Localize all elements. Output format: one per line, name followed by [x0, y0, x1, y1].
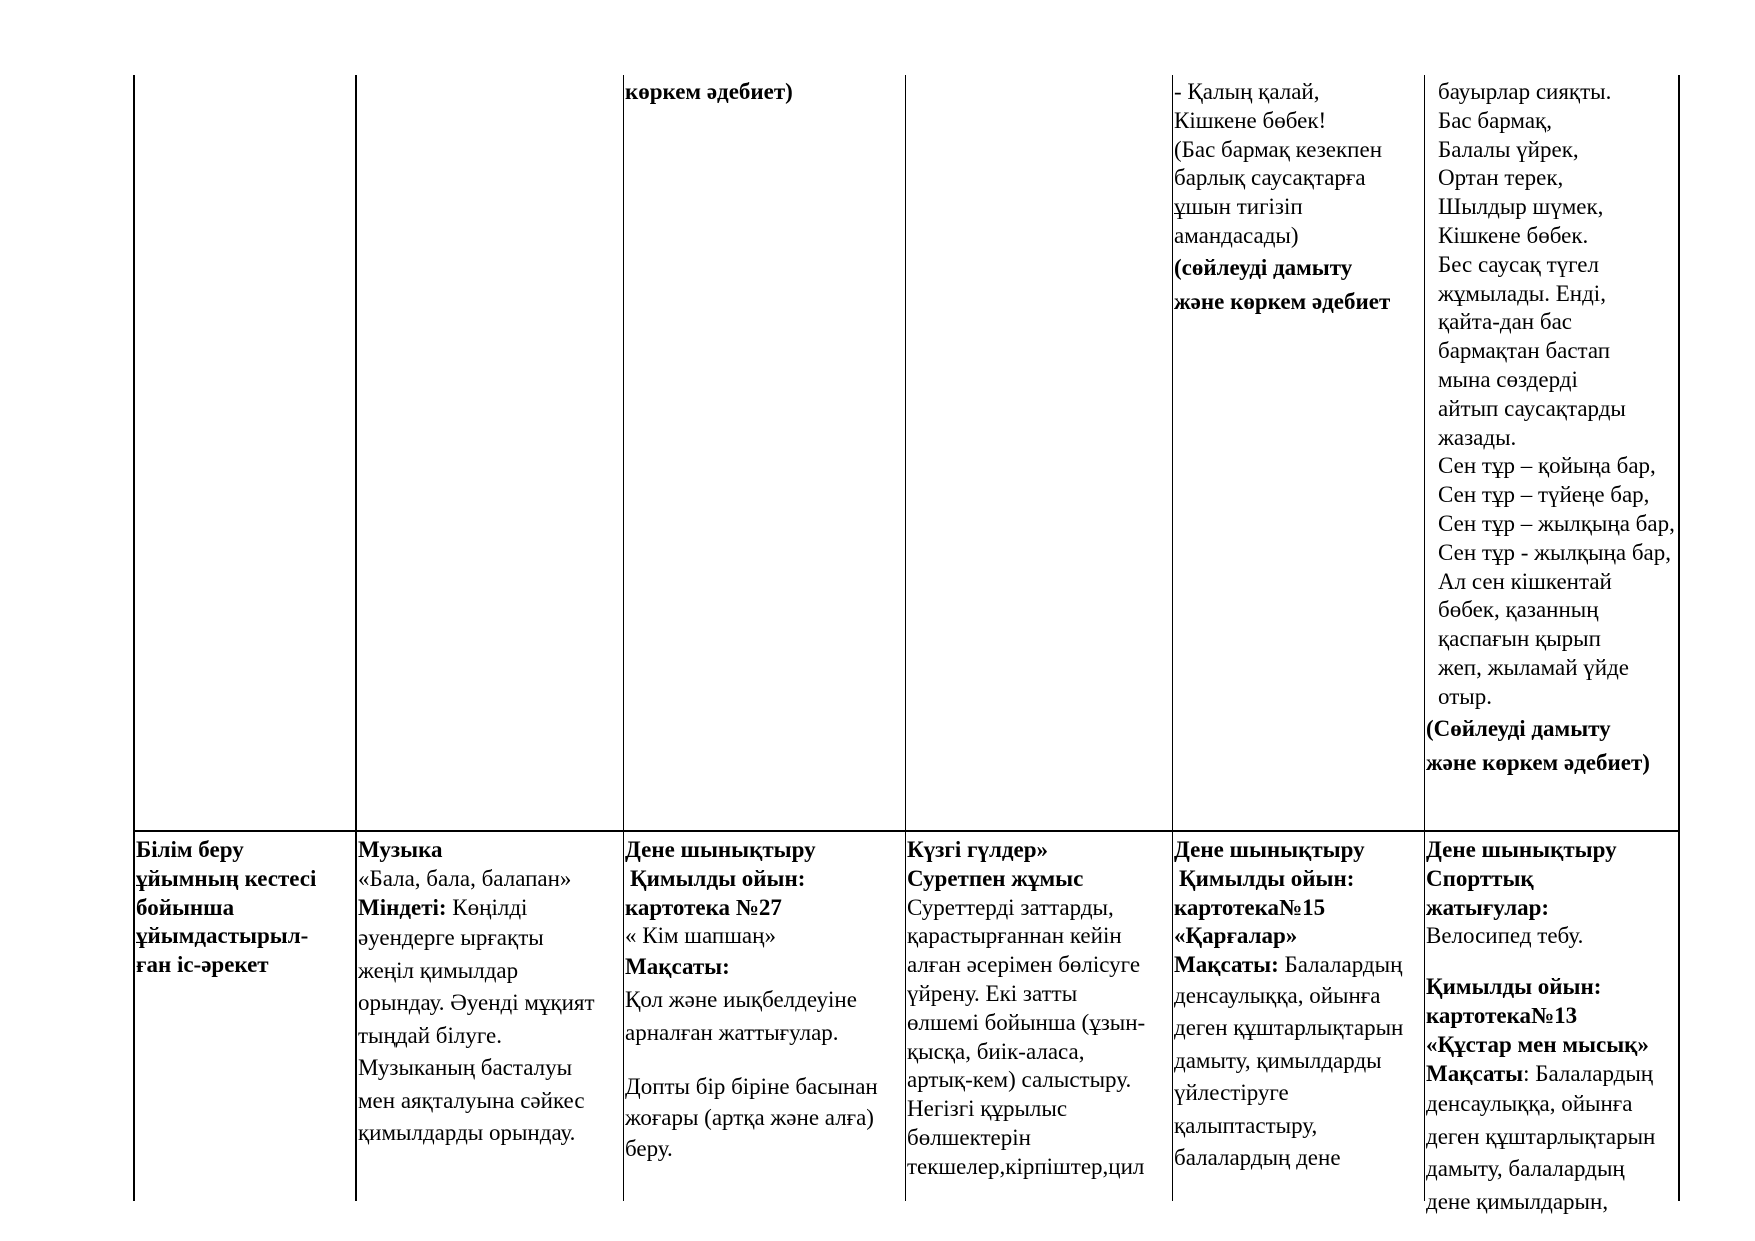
goal-line: денсаулыққа, ойынға — [1174, 982, 1381, 1008]
pe-title: Дене шынықтыру — [625, 837, 816, 862]
game-label: Қимылды ойын: — [1426, 974, 1602, 1000]
game-name: «Қарғалар» — [1174, 923, 1298, 949]
activity-label-line: ұйымдастырыл- — [136, 923, 309, 949]
lower-cell-col1 — [136, 836, 316, 980]
column-divider-1 — [355, 75, 357, 1201]
drawing-line: алған әсерімен бөлісуге — [907, 952, 1141, 978]
goal-line: балалардың дене — [1174, 1145, 1341, 1171]
upper-col6-line: отыр. — [1438, 683, 1492, 709]
task-line: әуендерге ырғақты — [358, 925, 544, 951]
upper-col3-line: көркем әдебиет) — [625, 79, 793, 104]
music-title: Музыка — [358, 837, 443, 862]
drawing-line: текшелер,кірпіштер,цил — [907, 1153, 1145, 1179]
card-number: картотека№15 — [1174, 894, 1326, 920]
drawing-line: өлшемі бойынша (ұзын- — [907, 1009, 1146, 1035]
task-line: қимылдарды орындау. — [358, 1120, 576, 1146]
upper-cell-col5 — [1174, 78, 1390, 319]
upper-col6-line: мына сөздерді — [1438, 366, 1578, 392]
upper-col5-line: амандасады) — [1174, 222, 1299, 248]
column-divider-5 — [1424, 75, 1425, 1201]
task-label: Міндеті: — [358, 894, 447, 920]
upper-col5-line: (Бас бармақ кезекпен — [1174, 136, 1383, 162]
task-line: тыңдай білуге. — [358, 1022, 502, 1048]
upper-col6-line: Сен тұр – қойыңа бар, — [1438, 453, 1656, 479]
upper-col6-line: Бас бармақ, — [1438, 107, 1552, 133]
goal-line: деген құштарлықтарын — [1426, 1123, 1656, 1149]
upper-col6-line: Кішкене бөбек. — [1438, 222, 1589, 248]
drawing-line: үйрену. Екі затты — [907, 980, 1078, 1006]
activity-label-line: ұйымның кестесі — [136, 865, 317, 891]
upper-cell-col3 — [625, 78, 793, 107]
goal-line: жоғары (артқа және алға) — [625, 1105, 874, 1131]
task-line: мен аяқталуына сәйкес — [358, 1087, 585, 1113]
sport-label: жатығулар: — [1426, 894, 1550, 920]
task-line: жеңіл қимылдар — [358, 957, 519, 983]
upper-col6-line: Сен тұр - жылқыңа бар, — [1438, 539, 1671, 565]
goal-line: беру. — [625, 1136, 673, 1162]
upper-col6-line: Сен тұр – жылқыңа бар, — [1438, 510, 1675, 536]
drawing-line: артық-кем) салыстыру. — [907, 1067, 1132, 1093]
upper-col5-line: барлық саусақтарға — [1174, 165, 1366, 191]
column-divider-3 — [905, 75, 906, 1201]
upper-col5-line: Кішкене бөбек! — [1174, 107, 1327, 133]
task-line: орындау. Әуенді мұқият — [358, 990, 595, 1016]
goal-line: үйлестіруге — [1174, 1080, 1289, 1106]
column-divider-4 — [1172, 75, 1173, 1201]
game-name: « Кім шапшаң» — [625, 923, 776, 949]
drawing-line: Негізгі құрылыс — [907, 1096, 1068, 1122]
upper-col6-line: қаспағын қырып — [1438, 626, 1601, 652]
goal-line: дене қимылдарын, — [1426, 1188, 1609, 1214]
game-label: Қимылды ойын: — [630, 865, 806, 891]
upper-col5-line: - Қалың қалай, — [1174, 79, 1320, 104]
upper-col6-line: Шылдыр шүмек, — [1438, 194, 1604, 220]
activity-label-line: Білім беру — [136, 837, 244, 862]
lower-cell-col2 — [358, 836, 622, 1150]
upper-col6-line: жазады. — [1438, 424, 1517, 450]
table-right-border — [1678, 75, 1680, 1201]
drawing-line: Суреттерді заттарды, — [907, 894, 1114, 920]
upper-col6-line: бөбек, қазанның — [1438, 597, 1599, 623]
goal-line: дамыту, қимылдарды — [1174, 1047, 1382, 1073]
game-label: Қимылды ойын: — [1179, 865, 1355, 891]
lower-cell-col5 — [1174, 836, 1423, 1175]
upper-col6-line: Ал сен кішкентай — [1438, 568, 1612, 594]
goal-label: Мақсаты: — [1174, 952, 1279, 978]
upper-col6-line: жұмылады. Енді, — [1438, 280, 1606, 306]
upper-cell-col6 — [1426, 78, 1678, 780]
goal-line: арналған жаттығулар. — [625, 1020, 839, 1046]
lower-cell-col6 — [1426, 836, 1678, 1218]
goal-text: Балалардың — [1284, 952, 1403, 978]
upper-col6-line: қайта-дан бас — [1438, 309, 1572, 335]
goal-line: қалыптастыру, — [1174, 1112, 1318, 1138]
game-name: «Құстар мен мысық» — [1426, 1031, 1649, 1057]
goal-label: Мақсаты — [1426, 1060, 1524, 1086]
goal-line: дамыту, балалардың — [1426, 1156, 1625, 1182]
upper-col6-line: бармақтан бастап — [1438, 338, 1611, 364]
upper-col5-line: және көркем әдебиет — [1174, 288, 1391, 314]
task-line — [358, 894, 622, 923]
drawing-subtitle: Суретпен жұмыс — [907, 865, 1084, 891]
drawing-line: қысқа, биік-аласа, — [907, 1038, 1085, 1064]
drawing-title: Күзгі гүлдер» — [907, 837, 1048, 862]
row-divider — [133, 830, 1680, 832]
upper-col6-line: (Сөйлеуді дамыту — [1426, 715, 1611, 741]
pe-title: Дене шынықтыру — [1174, 837, 1365, 862]
lower-cell-col4 — [907, 836, 1171, 1182]
goal-line: Допты бір біріне басынан — [625, 1074, 878, 1100]
column-divider-2 — [623, 75, 624, 1201]
goal-line — [1174, 951, 1423, 980]
lower-cell-col3 — [625, 836, 904, 1164]
upper-col6-line: Сен тұр – түйеңе бар, — [1438, 482, 1650, 508]
sport-activity: Велосипед тебу. — [1426, 923, 1584, 949]
task-line: Музыканың басталуы — [358, 1055, 573, 1081]
upper-col6-line: Балалы үйрек, — [1438, 136, 1579, 162]
sport-label: Спорттық — [1426, 865, 1534, 891]
goal-line: Қол және иықбелдеуіне — [625, 987, 857, 1013]
table-left-border — [133, 75, 135, 1201]
upper-col6-line: жеп, жыламай үйде — [1438, 654, 1630, 680]
activity-label-line: ған іс-әрекет — [136, 952, 269, 978]
upper-col6-line: және көркем әдебиет) — [1426, 749, 1650, 775]
goal-line: деген құштарлықтарын — [1174, 1015, 1404, 1041]
goal-label: Мақсаты: — [625, 954, 730, 980]
upper-col5-line: ұшын тигізіп — [1174, 194, 1303, 220]
activity-label-line: бойынша — [136, 894, 235, 920]
goal-line: денсаулыққа, ойынға — [1426, 1091, 1633, 1117]
song-name: «Бала, бала, балапан» — [358, 865, 572, 891]
upper-col6-line: айтып саусақтарды — [1438, 395, 1626, 421]
drawing-line: бөлшектерін — [907, 1124, 1031, 1150]
upper-col5-line: (сөйлеуді дамыту — [1174, 254, 1353, 280]
goal-text: : Балалардың — [1523, 1060, 1654, 1086]
card-number: картотека №27 — [625, 894, 782, 920]
pe-title: Дене шынықтыру — [1426, 837, 1617, 862]
goal-line — [1426, 1060, 1678, 1089]
upper-col6-line: Ортан терек, — [1438, 165, 1564, 191]
task-text: Көңілді — [452, 894, 528, 920]
upper-col6-line: Бес саусақ түгел — [1438, 251, 1599, 277]
upper-col6-line: бауырлар сияқты. — [1438, 79, 1612, 104]
card-number: картотека№13 — [1426, 1002, 1578, 1028]
drawing-line: қарастырғаннан кейін — [907, 923, 1122, 949]
